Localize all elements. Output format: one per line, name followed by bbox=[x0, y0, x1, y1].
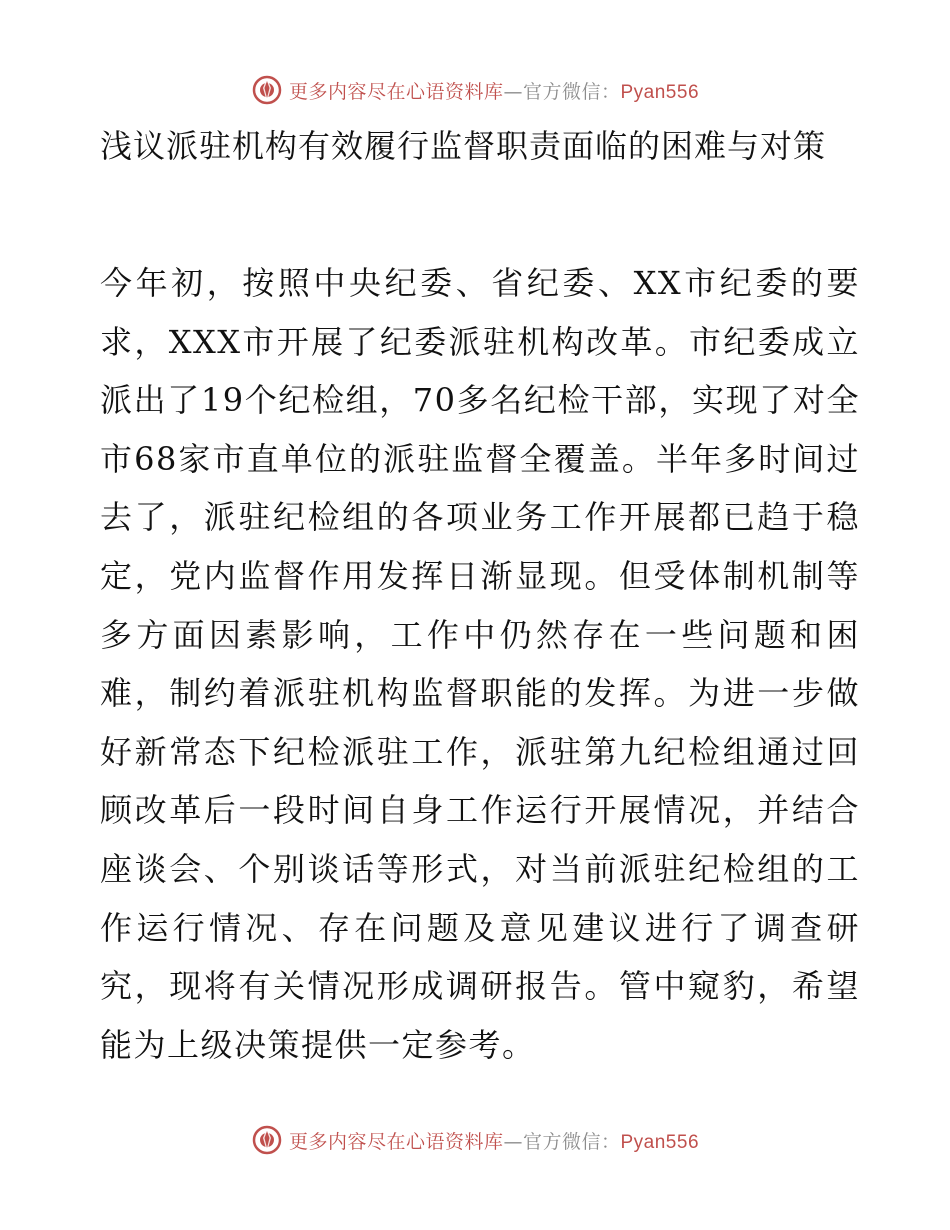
header-banner-suffix: 官方微信： bbox=[522, 80, 621, 103]
footer-banner-text bbox=[289, 1127, 699, 1154]
footer-banner-suffix: 官方微信： bbox=[522, 1130, 621, 1153]
header-banner-text bbox=[289, 77, 699, 104]
document-title: 浅议派驻机构有效履行监督职责面临的困难与对策 bbox=[100, 127, 827, 165]
footer-banner-separator: — bbox=[503, 1130, 523, 1153]
header-banner bbox=[0, 70, 950, 110]
document-paragraph: 今年初，按照中央纪委、省纪委、XX市纪委的要求，XXX市开展了纪委派驻机构改革。市纪委成立派出了19个纪检组，70多名纪检干部，实现了对全市68家市直单位的派驻监督全覆盖。半年多时间过去了，派驻纪检组的各项业务工作开展都已趋于稳定，党内监督作用发挥日渐显现。但受体制机制等多方面因素影响，工作中仍然存在一些问题和困难，制约着派驻机构监督职能的发挥。为进一步做好新常态下纪检派驻工作，派驻第九纪检组通过回顾改革后一段时间自身工作运行开展情况，并结合座谈会、个别谈话等形式，对当前派驻纪检组的工作运行情况、存在问题及意见建议进行了调查研究，现将有关情况形成调研报告。管中窥豹，希望能为上级决策提供一定参考。 bbox=[100, 264, 860, 1064]
header-banner-title: 更多内容尽在心语资料库 bbox=[288, 80, 504, 103]
footer-banner-title: 更多内容尽在心语资料库 bbox=[288, 1130, 504, 1153]
pen-nib-logo-icon bbox=[251, 74, 283, 106]
header-banner-handle: Pyan556 bbox=[620, 81, 700, 103]
footer-banner-handle: Pyan556 bbox=[620, 1131, 700, 1153]
pen-nib-logo-icon bbox=[251, 1124, 283, 1156]
header-banner-separator: — bbox=[503, 80, 523, 103]
footer-banner bbox=[0, 1120, 950, 1160]
